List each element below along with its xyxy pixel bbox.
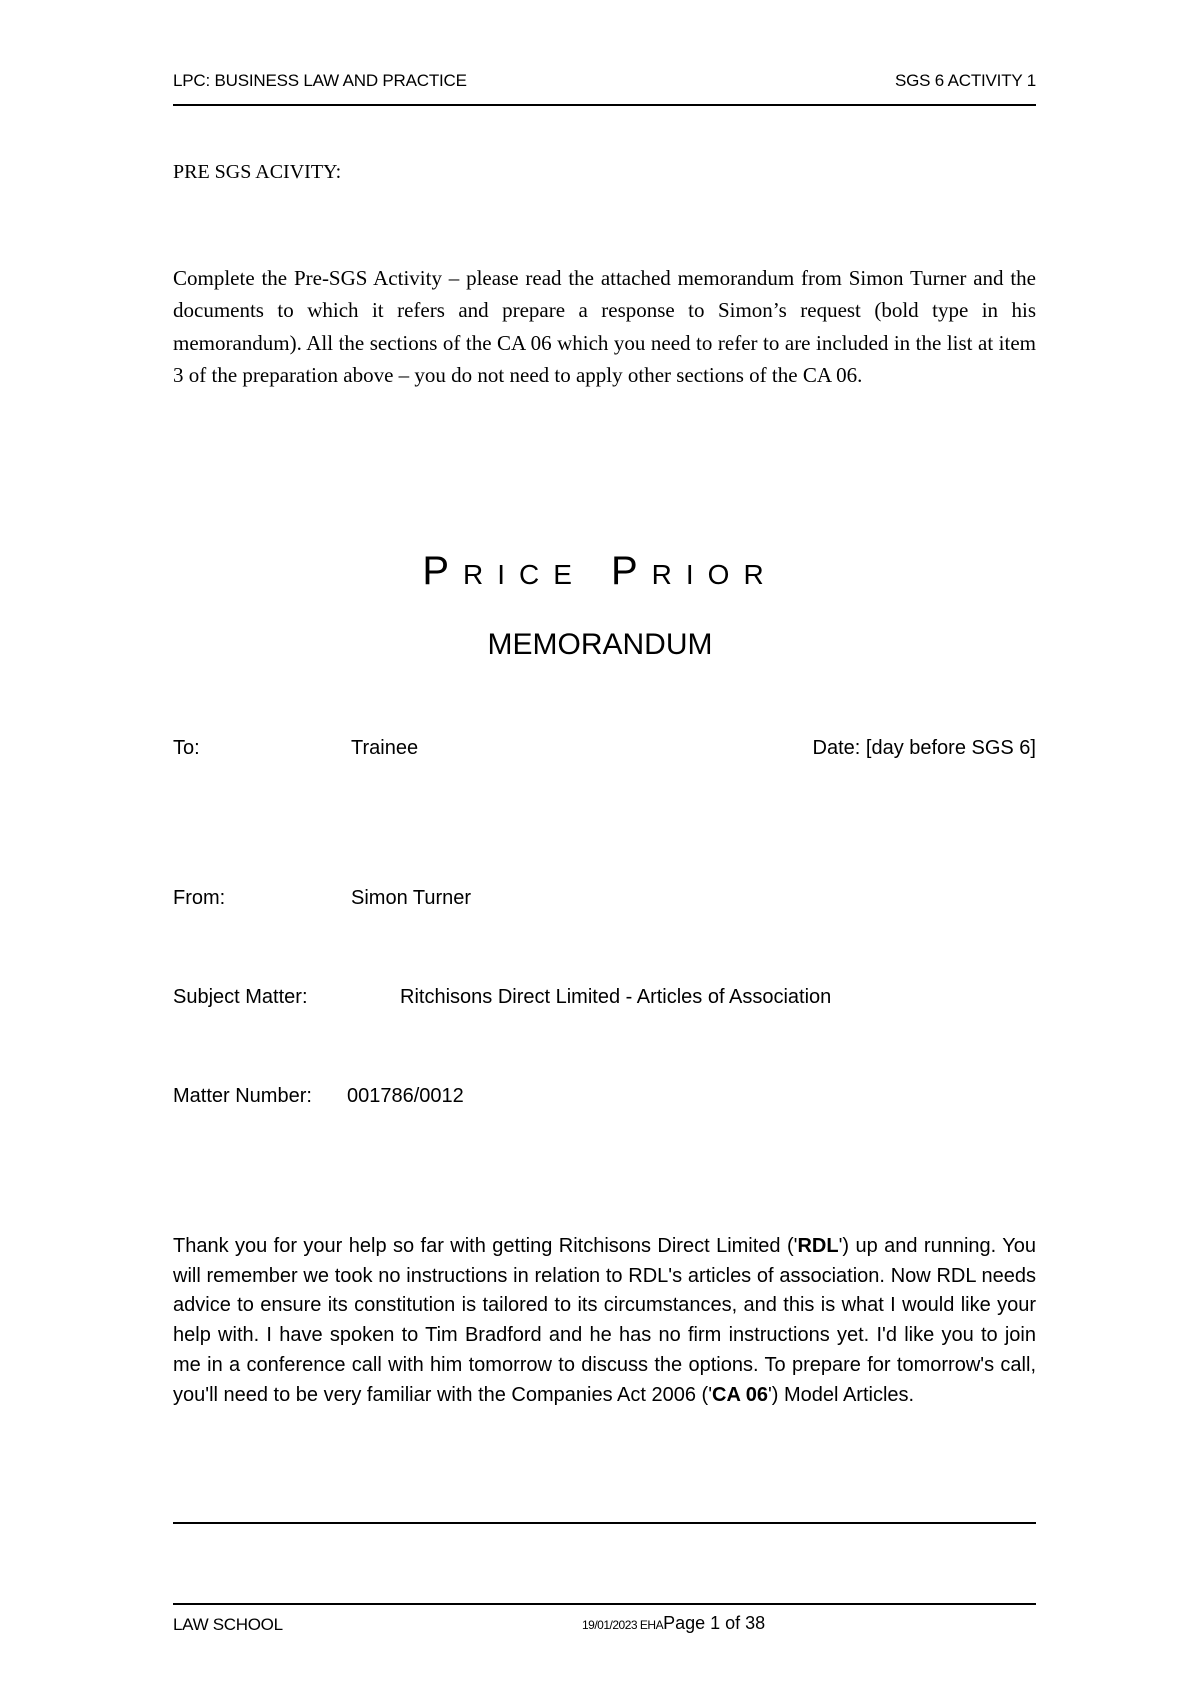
page-number: Page 1 of 38	[663, 1613, 766, 1633]
footer-left-label: LAW SCHOOL	[173, 1615, 283, 1634]
memo-date: Date: [day before SGS 6]	[812, 737, 1036, 759]
memorandum-heading: MEMORANDUM	[487, 628, 713, 661]
pre-sgs-instructions: Complete the Pre-SGS Activity – please read the attached memorandum from Simon Turner and the documents to which it refers and prepare a response to Simon’s request (bold type in his memorandum). All the sections of the CA 06 which you need to refer to are included in the list at item 3 of the preparation above – you do not need to apply other sections of the CA 06.	[173, 266, 1036, 388]
paragraph-text-2: ') up and running. You will remember we took no instructions in relation to RDL's articles of association. Now RDL needs advice to ensure its constitution is tailored to its circumstances, and this is what I would like your help with. I have spoken to Tim Bradford and he has no firm instructions yet. I'd like you to join me in a conference call with him tomorrow to discuss the options. To prepare for tomorrow's call, you'll need to be very familiar with the Companies Act 2006 ('	[173, 1235, 1036, 1406]
header-right-title: SGS 6 ACTIVITY 1	[894, 71, 1036, 90]
subject-value: Ritchisons Direct Limited - Articles of Association	[400, 986, 832, 1008]
paragraph-text-3: ') Model Articles.	[767, 1383, 915, 1406]
paragraph-text-1: Thank you for your help so far with getting Ritchisons Direct Limited ('	[173, 1235, 798, 1257]
pre-sgs-title: PRE SGS ACIVITY:	[173, 161, 342, 183]
footer-rule	[173, 1603, 1036, 1605]
memo-body-paragraph	[173, 1232, 1036, 1410]
matter-number-label: Matter Number:	[173, 1085, 312, 1107]
footer-page-info	[582, 1613, 765, 1634]
from-label: From:	[173, 887, 226, 909]
header-rule	[173, 104, 1036, 106]
page-end-rule	[173, 1522, 1036, 1524]
subject-label: Subject Matter:	[173, 986, 308, 1008]
defined-term-rdl: RDL	[797, 1235, 839, 1257]
to-value: Trainee	[351, 737, 419, 759]
footer-date-stamp: 19/01/2023 EHA	[582, 1618, 664, 1632]
matter-number-value: 001786/0012	[347, 1085, 464, 1107]
to-label: To:	[173, 737, 200, 759]
firm-name: Price Prior	[422, 549, 778, 593]
defined-term-ca06: CA 06	[712, 1383, 768, 1406]
header-left-title: LPC: BUSINESS LAW AND PRACTICE	[173, 71, 467, 90]
from-value: Simon Turner	[351, 887, 472, 909]
